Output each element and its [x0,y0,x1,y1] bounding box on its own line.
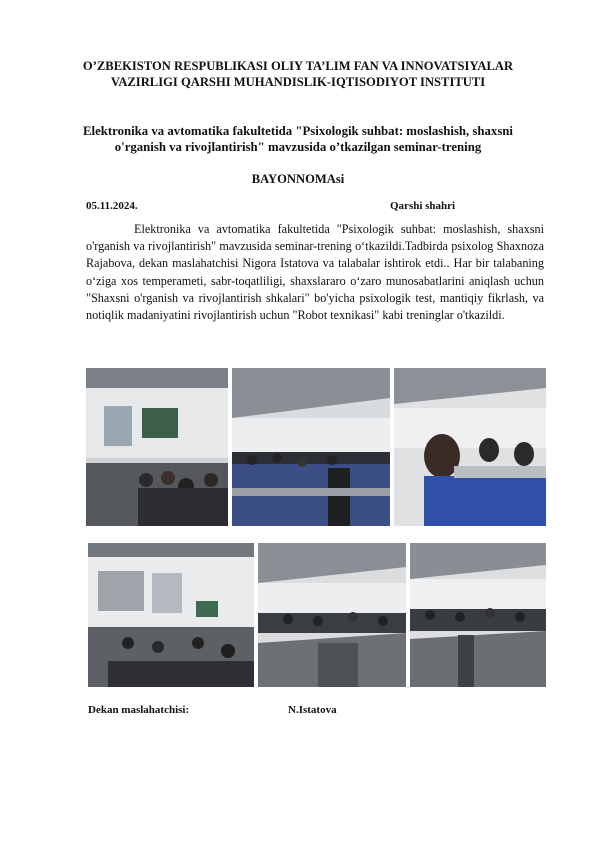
signature-role: Dekan maslahatchisi: [88,704,190,716]
event-photo-3 [394,368,546,526]
event-photo-2 [232,368,390,526]
event-photo-5 [258,543,406,687]
body-paragraph-text: Elektronika va avtomatika fakultetida "Psixologik suhbat: moslashish, shaxsni o'rganish va rivojlantirish" mavzusida seminar-trening o‘tkazildi.Tadbirda psixolog Shaxnoza Rajabova, dekan maslahatchisi Nigora Istatova va talabalar ishtirok etdi.. Har bir talabaning o‘ziga xos temperameti, sabr-toqatliligi, shaxslararo o‘zaro munosabatlarini aniqlash uchun "Shaxsni o'rganish va rivojlantirish shkalari" bo'yicha psixologik test, mantiqiy fikrlash, va notiqlik madaniyatini rivojlantirish uchun "Robot texnikasi" kabi treninglar o'tkazildi. [86,222,544,323]
event-photo-1 [86,368,228,526]
body-paragraph [86,221,544,324]
organization-header: O’ZBEKISTON RESPUBLIKASI OLIY TA’LIM FAN VA INNOVATSIYALAR VAZIRLIGI QARSHI MUHANDISLIK-IQTISODIYOT INSTITUTI [82,59,514,89]
event-title: Elektronika va avtomatika fakultetida "Psixologik suhbat: moslashish, shaxsni o'rganish va rivojlantirish" mavzusida o’tkazilgan seminar-trening [83,124,513,154]
event-photo-4 [88,543,254,687]
document-type: BAYONNOMAsi [251,172,345,186]
event-photo-6 [410,543,546,687]
signature-name: N.Istatova [288,704,337,716]
document-city: Qarshi shahri [390,200,456,212]
document-date: 05.11.2024. [86,200,138,212]
